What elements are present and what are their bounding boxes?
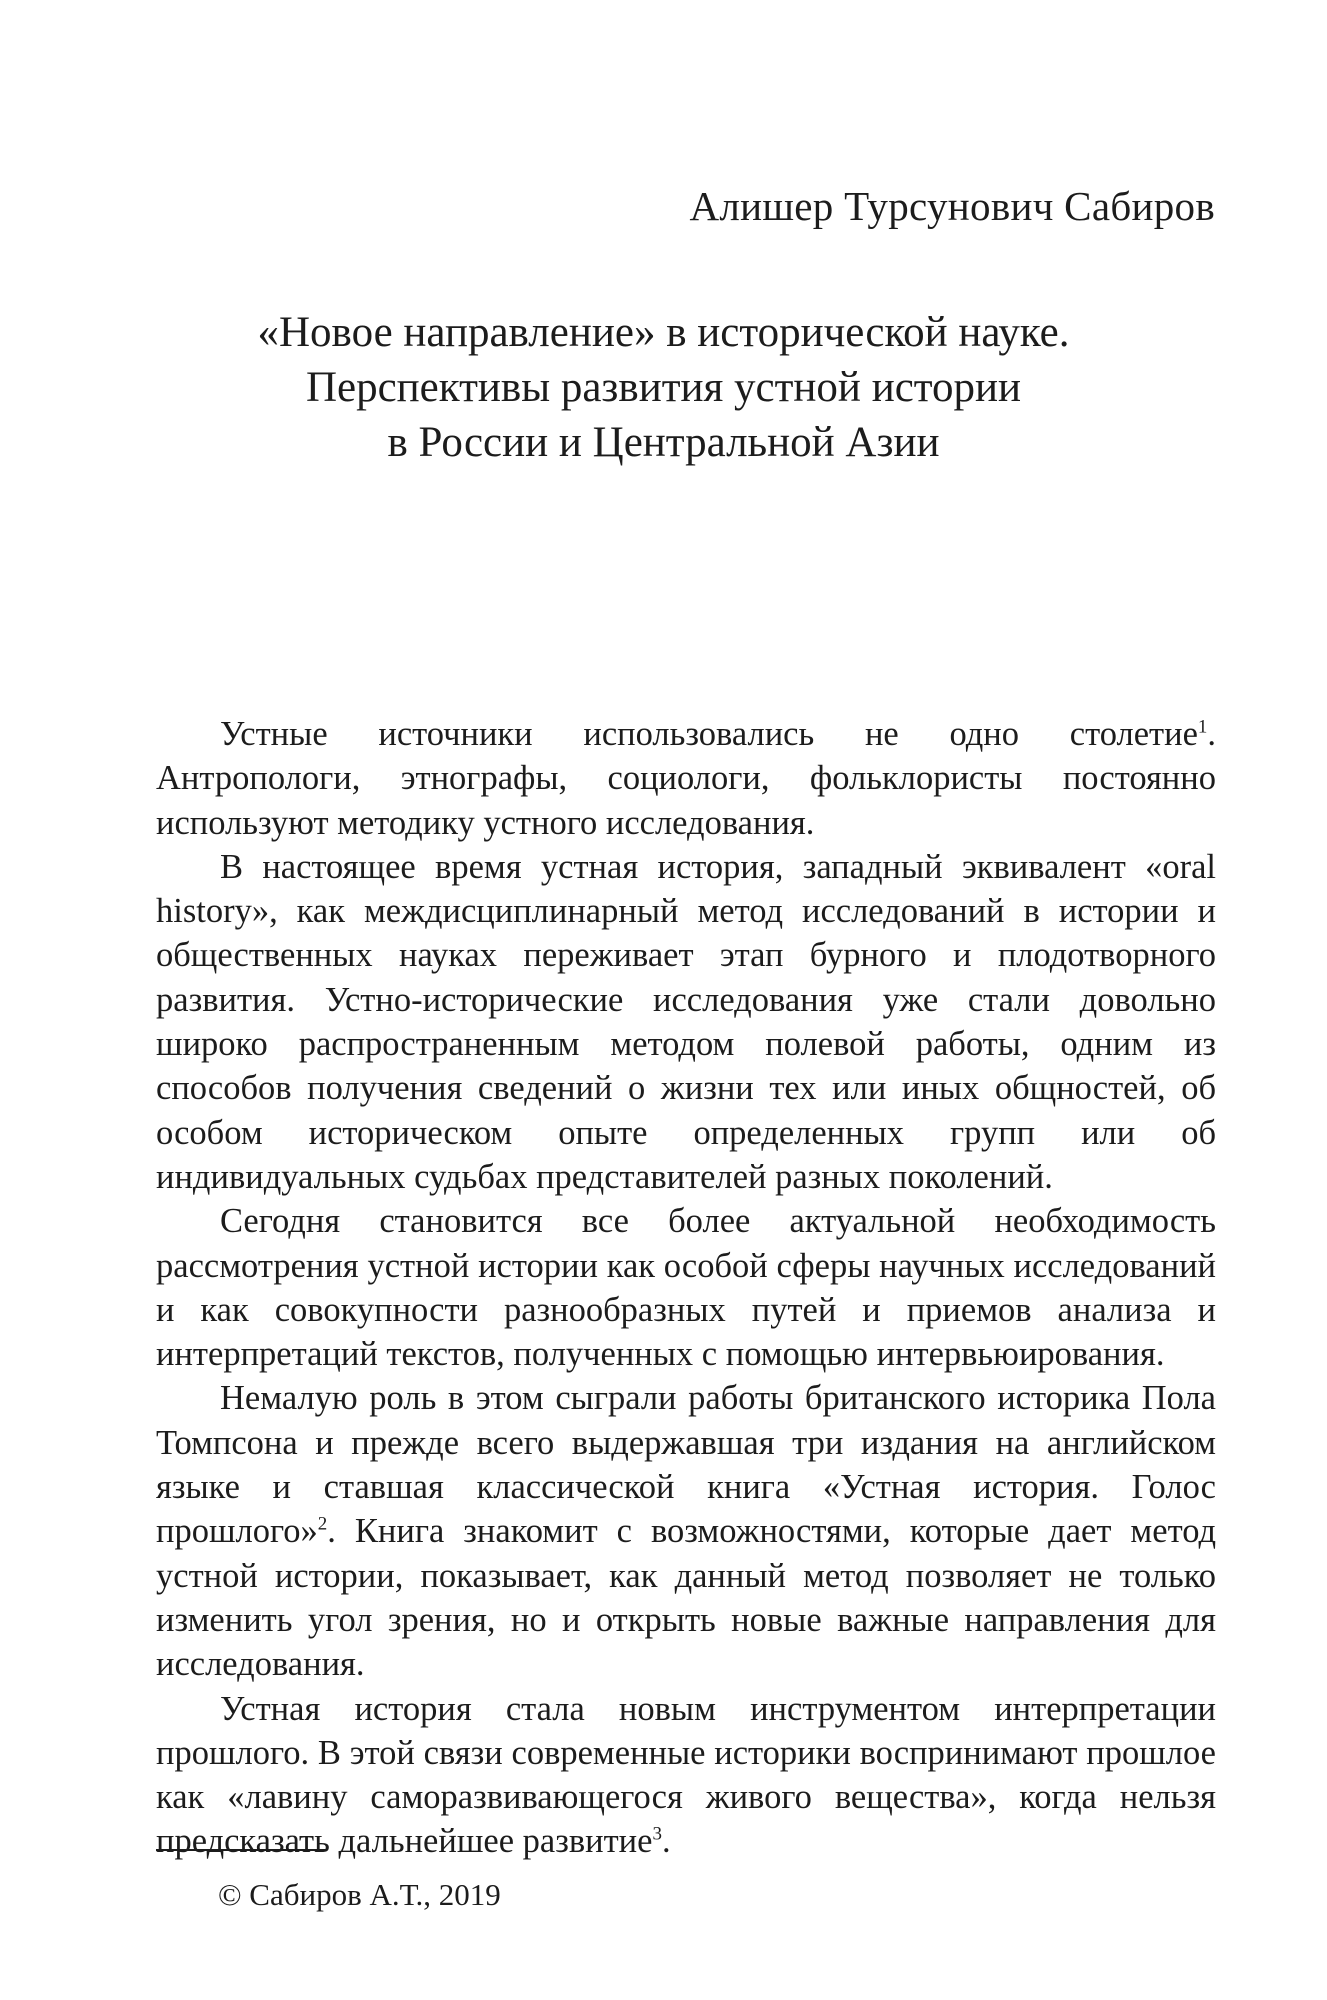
paragraph-text: . [661, 1822, 671, 1861]
paragraph-text: . Книга знакомит с возможностями, которые дает метод устной истории, показывает, как данный метод позволяет не только изменить угол зрения, но и открыть новые важные направления для исследования. [156, 1512, 1216, 1684]
footnote-separator [156, 1849, 326, 1851]
paragraph-text: Устные источники использовались не одно столетие [220, 715, 1198, 753]
paragraph-3 [156, 1199, 1216, 1376]
footnote-ref-2: 2 [317, 1513, 328, 1535]
article-body [156, 712, 1216, 1864]
paragraph-text: Устная история стала новым инструментом интерпретации прошлого. В этой связи современные историки воспринимают прошлое как «лавину саморазвивающегося живого вещества», когда нельзя предсказать дальнейшее развитие [156, 1689, 1216, 1861]
paragraph-text: Сегодня становится все более актуальной необходимость рассмотрения устной истории как особой сферы научных исследований и как совокупности разнообразных путей и приемов анализа и интерпретаций текстов, полученных с помощью интервьюирования. [156, 1202, 1216, 1374]
title-line-3: в России и Центральной Азии [387, 419, 940, 466]
paragraph-text: В настоящее время устная история, западный эквивалент «oral history», как междисциплинарный метод исследований в истории и общественных науках переживает этап бурного и плодотворного развития. Устно-исторические исследования уже стали довольно широко распространенным методом полевой работы, одним из способов получения сведений о жизни тех или иных общностей, об особом историческом опыте определенных групп или об индивидуальных судьбах представителей разных поколений. [156, 847, 1216, 1196]
author-name: Алишер Турсунович Сабиров [689, 183, 1215, 229]
paragraph-4 [156, 1376, 1216, 1686]
paragraph-1 [156, 712, 1216, 845]
title-line-2: Перспективы развития устной истории [305, 364, 1022, 411]
footnote-ref-3: 3 [652, 1823, 662, 1845]
copyright-notice: © Сабиров А.Т., 2019 [218, 1877, 501, 1912]
paragraph-text: . Антропологи, этнографы, социологи, фольклористы постоянно используют методику устного исследования. [156, 715, 1216, 842]
paragraph-2 [156, 845, 1216, 1199]
paragraph-text: Немалую роль в этом сыграли работы британского историка Пола Томпсона и прежде всего выдержавшая три издания на английском языке и ставшая классической книга «Устная история. Голос прошлого» [156, 1379, 1216, 1551]
article-title [0, 305, 1327, 470]
footnote-ref-1: 1 [1197, 716, 1208, 738]
title-line-1: «Новое направление» в исторической науке. [257, 309, 1070, 356]
paragraph-5 [156, 1687, 1216, 1864]
